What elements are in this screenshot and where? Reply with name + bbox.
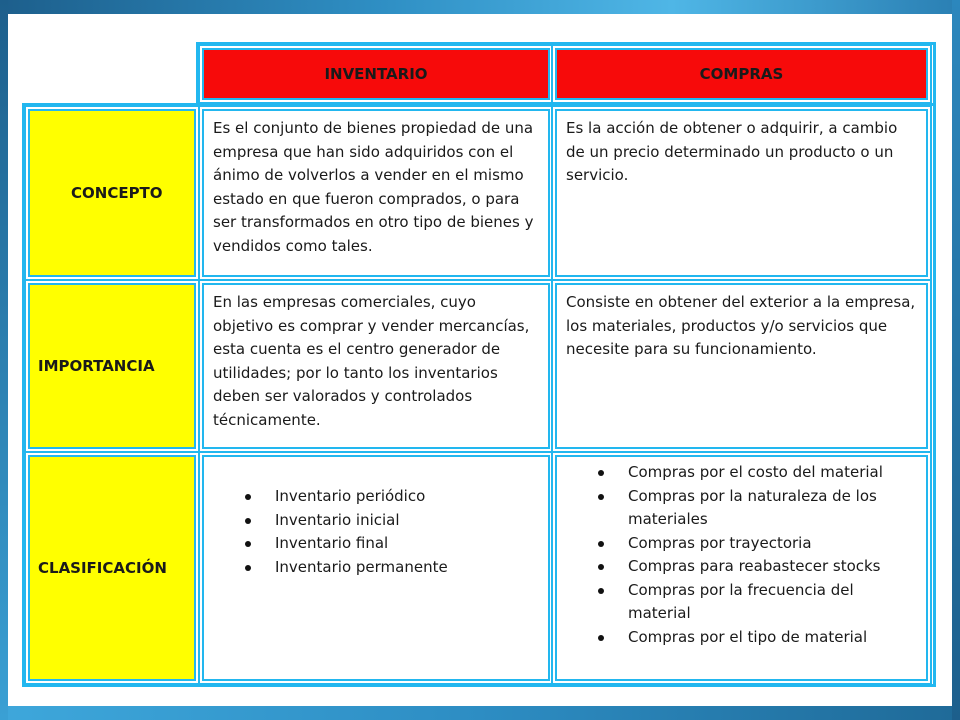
background-band-right	[952, 0, 960, 720]
list-item: Compras por la naturaleza de los materiales	[566, 485, 918, 532]
list-inventario-types	[213, 485, 540, 579]
cell-concepto-inventario	[202, 109, 550, 277]
cell-importancia-compras	[555, 283, 928, 449]
cell-clasificacion-inventario	[202, 455, 550, 681]
cell-importancia-inventario	[202, 283, 550, 449]
text-concepto-compras: Es la acción de obtener o adquirir, a cambio de un precio determinado un producto o un servicio.	[566, 119, 898, 184]
row-label-importancia: IMPORTANCIA	[38, 357, 155, 375]
list-item: Compras por trayectoria	[566, 532, 918, 556]
list-item: Compras por el tipo de material	[566, 626, 918, 650]
cell-concepto-compras	[555, 109, 928, 277]
text-importancia-compras: Consiste en obtener del exterior a la empresa, los materiales, productos y/o servicios que necesite para su funcionamiento.	[566, 293, 916, 358]
background-band-bottom	[0, 706, 960, 720]
list-item: Compras para reabastecer stocks	[566, 555, 918, 579]
background-band-top	[0, 0, 960, 14]
header-compras-label: COMPRAS	[699, 65, 784, 83]
row-label-concepto: CONCEPTO	[71, 184, 163, 202]
list-compras-types	[566, 461, 918, 649]
list-item: Inventario periódico	[213, 485, 540, 509]
row-header-importancia	[28, 283, 196, 449]
row-header-clasificacion	[28, 455, 196, 681]
slide	[8, 14, 952, 706]
text-concepto-inventario: Es el conjunto de bienes propiedad de una empresa que han sido adquiridos con el ánimo de volverlos a vender en el mismo estado en que fueron comprados, o para ser transformados en otro tipo de bienes y vendidos como tales.	[213, 119, 534, 255]
text-importancia-inventario: En las empresas comerciales, cuyo objetivo es comprar y vender mercancías, esta cuenta es el centro generador de utilidades; por lo tanto los inventarios deben ser valorados y controlados técnicamente.	[213, 293, 530, 429]
header-inventario-label: INVENTARIO	[324, 65, 428, 83]
header-inventario	[202, 48, 550, 100]
list-item: Compras por el costo del material	[566, 461, 918, 485]
list-item: Inventario final	[213, 532, 540, 556]
row-header-concepto	[28, 109, 196, 277]
list-item: Inventario inicial	[213, 509, 540, 533]
cell-clasificacion-compras	[555, 455, 928, 681]
background-band-left	[0, 0, 8, 720]
list-item: Compras por la frecuencia del material	[566, 579, 918, 626]
header-compras	[555, 48, 928, 100]
row-label-clasificacion: CLASIFICACIÓN	[38, 559, 167, 577]
list-item: Inventario permanente	[213, 556, 540, 580]
